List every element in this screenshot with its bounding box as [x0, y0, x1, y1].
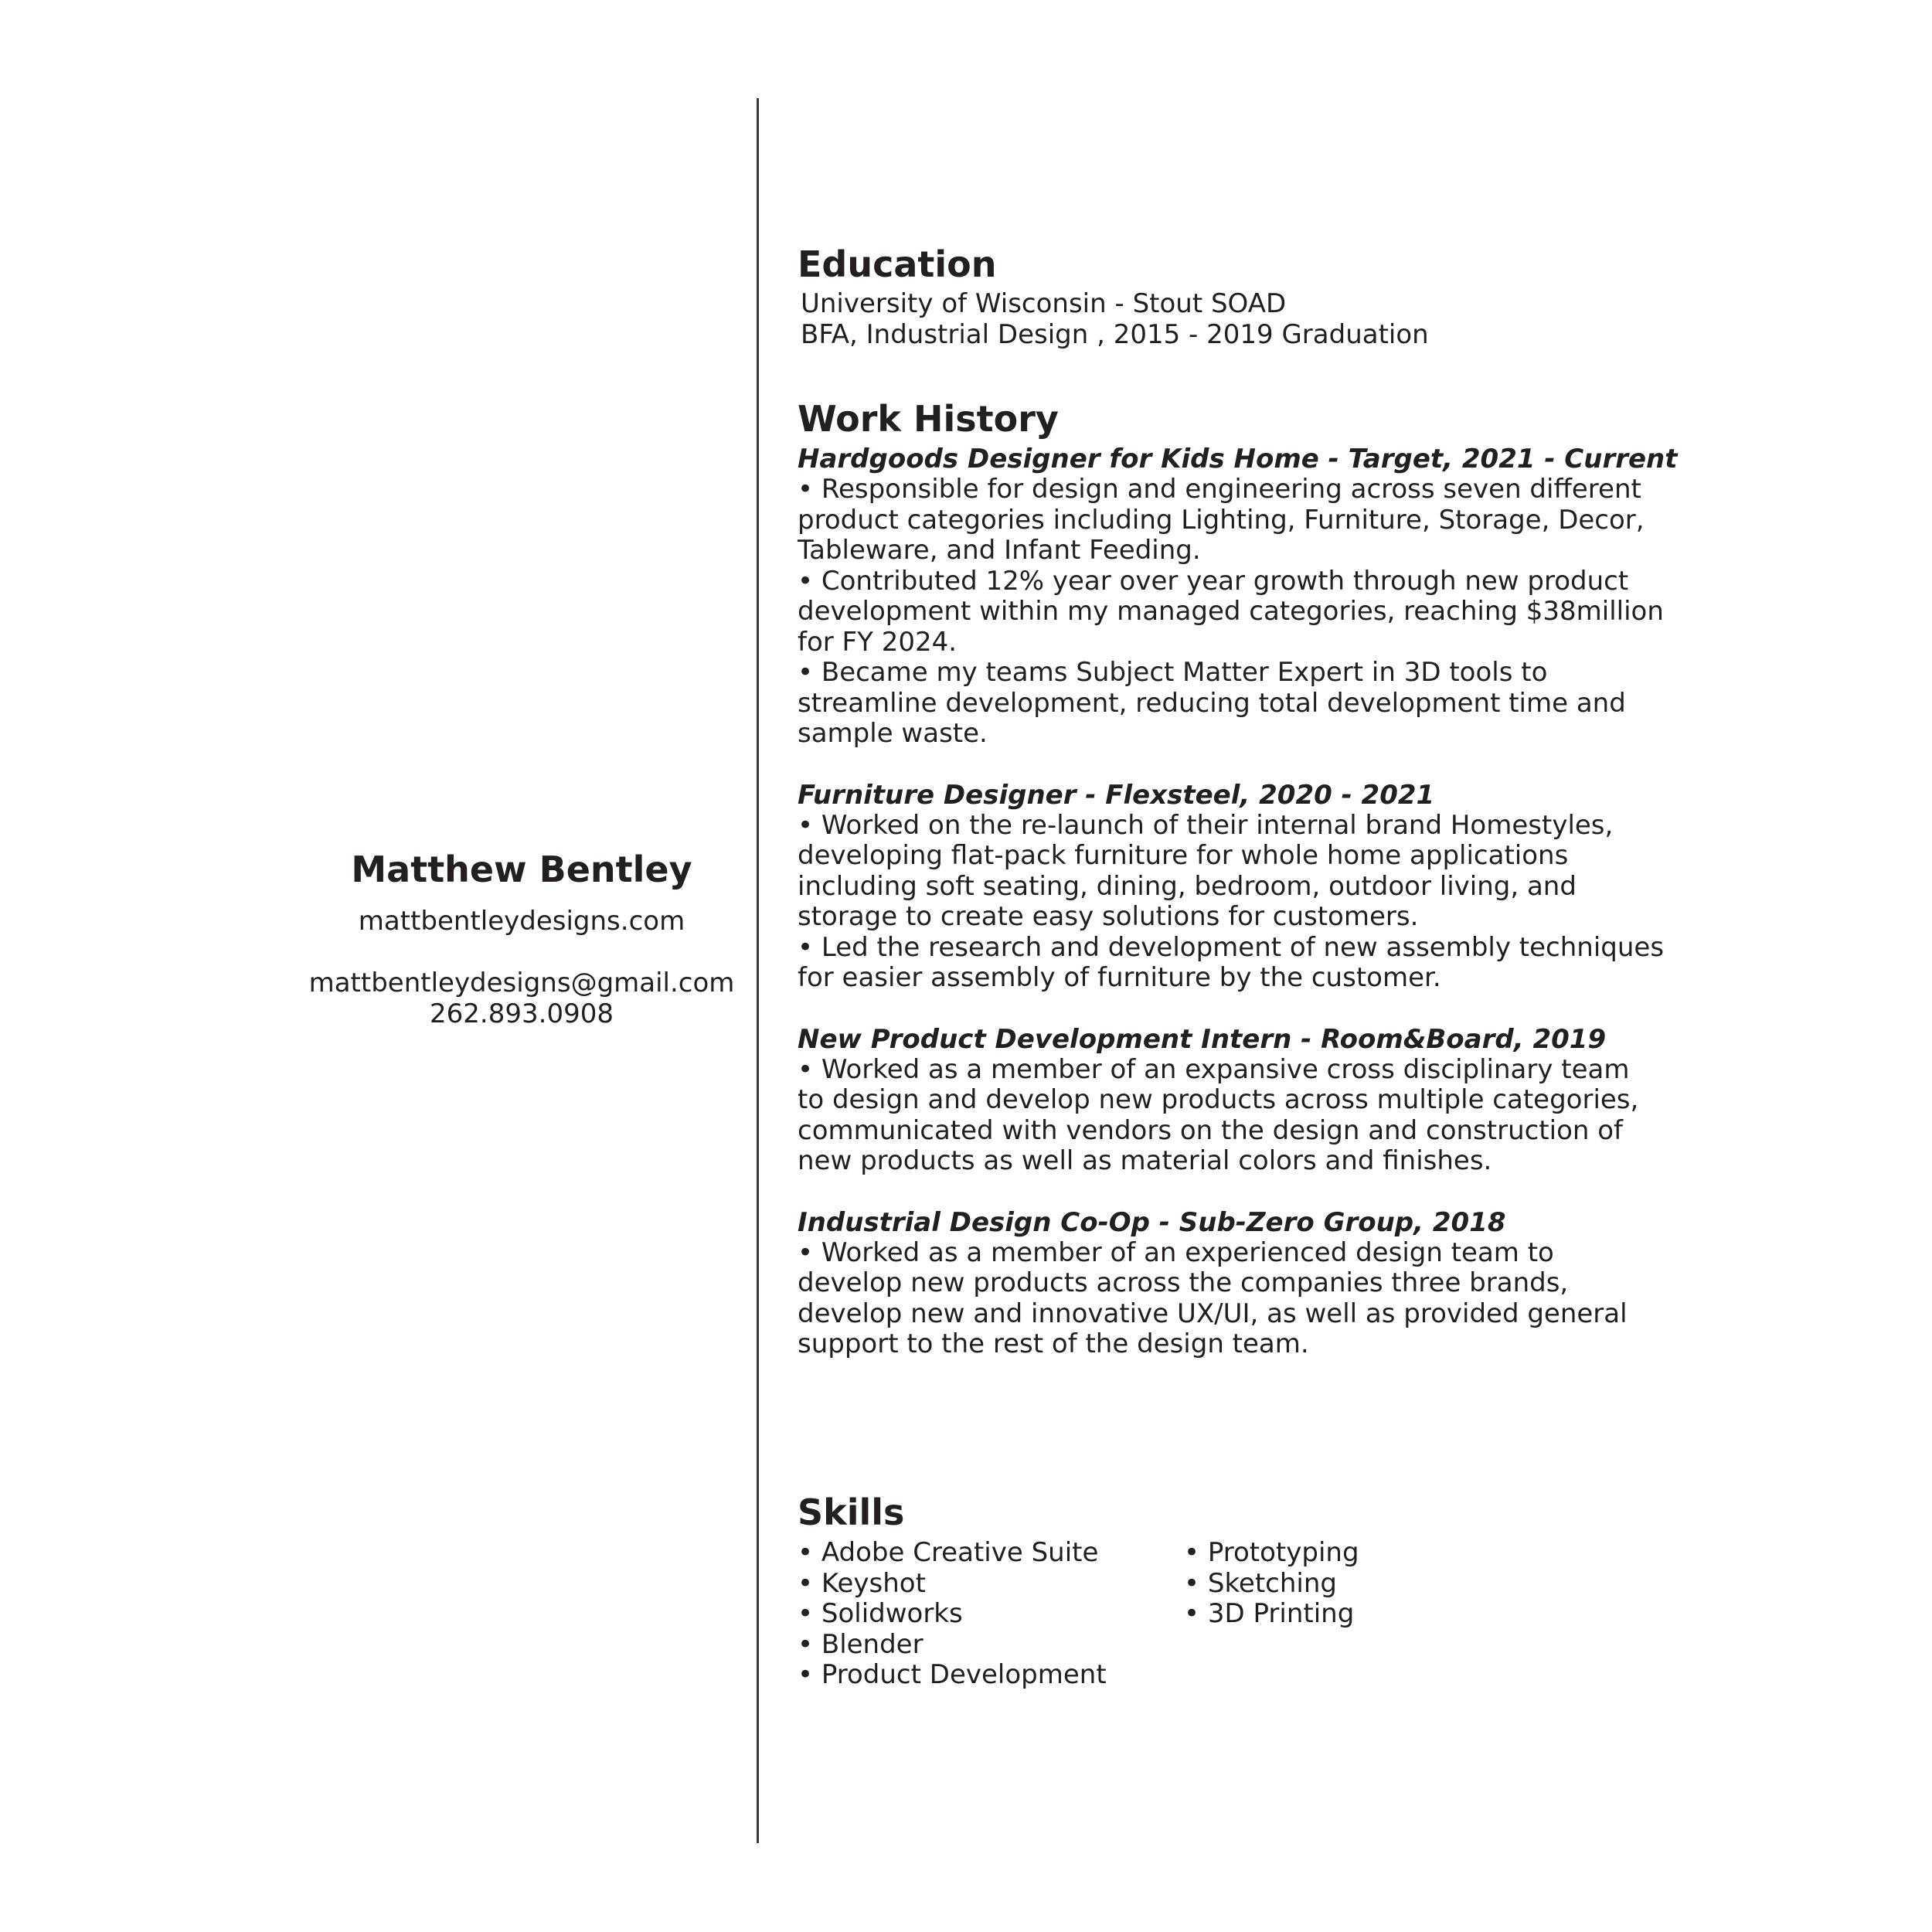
website-link[interactable]: mattbentleydesigns.com: [358, 906, 685, 937]
skill-item: • Prototyping: [1184, 1537, 1359, 1568]
job-title: Industrial Design Co-Op - Sub-Zero Group, 2018: [798, 1206, 1506, 1238]
job-description-line: • Led the research and development of new assembly techniques: [798, 931, 1665, 963]
job-description-line: including soft seating, dining, bedroom, outdoor living, and: [798, 870, 1577, 902]
contact-block: [232, 842, 811, 1029]
job-description-line: communicated with vendors on the design and construction of: [798, 1114, 1624, 1146]
job-entry-roomandboard: [798, 1024, 1694, 1177]
skill-item: • Solidworks: [798, 1598, 963, 1629]
job-description-line: • Contributed 12% year over year growth through new product: [798, 565, 1629, 597]
job-description-line: for FY 2024.: [798, 626, 957, 658]
job-description-line: • Responsible for design and engineering across seven different: [798, 474, 1641, 505]
education-degree: BFA, Industrial Design , 2015 - 2019 Graduation: [801, 318, 1429, 350]
job-title: Furniture Designer - Flexsteel, 2020 - 2021: [798, 779, 1435, 811]
job-description-line: to design and develop new products across multiple categories,: [798, 1084, 1639, 1115]
skill-item: • Keyshot: [798, 1567, 926, 1599]
job-description-line: • Worked as a member of an experienced design team to: [798, 1236, 1554, 1268]
job-title: Hardgoods Designer for Kids Home - Target, 2021 - Current: [798, 444, 1678, 474]
job-description-line: streamline development, reducing total development time and: [798, 687, 1626, 719]
job-description-line: product categories including Lighting, Furniture, Storage, Decor,: [798, 504, 1645, 536]
job-description-line: for easier assembly of furniture by the customer.: [798, 962, 1441, 993]
main-column: [798, 240, 1694, 1360]
skill-item: • Sketching: [1184, 1567, 1337, 1599]
skill-item: • 3D Printing: [1184, 1598, 1355, 1629]
work-history-heading: Work History: [798, 398, 1059, 440]
skills-column-right: [1184, 1538, 1359, 1691]
skill-item: • Blender: [798, 1628, 923, 1660]
person-name: Matthew Bentley: [351, 849, 692, 890]
job-description-line: develop new products across the companies three brands,: [798, 1267, 1569, 1298]
job-description-line: sample waste.: [798, 718, 988, 749]
skill-item: • Adobe Creative Suite: [798, 1537, 1099, 1568]
job-entry-subzero: [798, 1207, 1694, 1360]
job-description-line: storage to create easy solutions for customers.: [798, 901, 1419, 932]
phone-number: 262.893.0908: [430, 998, 614, 1029]
job-title: New Product Development Intern - Room&Board, 2019: [798, 1023, 1607, 1055]
skills-column-left: [798, 1538, 1184, 1691]
job-description-line: developing flat-pack furniture for whole home applications: [798, 840, 1569, 871]
job-description-line: development within my managed categories, reaching $38million: [798, 596, 1664, 627]
job-description-line: • Worked on the re-launch of their internal brand Homestyles,: [798, 809, 1614, 841]
job-entry-target: [798, 444, 1694, 750]
education-details: [798, 289, 1694, 350]
job-description-line: support to the rest of the design team.: [798, 1328, 1309, 1359]
skills-heading: Skills: [798, 1492, 905, 1533]
email-link[interactable]: mattbentleydesigns@gmail.com: [308, 968, 735, 998]
skill-item: • Product Development: [798, 1659, 1107, 1690]
job-entry-flexsteel: [798, 780, 1694, 994]
job-description-line: new products as well as material colors and finishes.: [798, 1145, 1492, 1176]
job-description-line: develop new and innovative UX/UI, as well as provided general: [798, 1298, 1628, 1329]
skills-list: [798, 1538, 1359, 1691]
job-description-line: • Became my teams Subject Matter Expert in 3D tools to: [798, 657, 1548, 688]
job-description-line: Tableware, and Infant Feeding.: [798, 535, 1201, 566]
education-heading: Education: [798, 243, 997, 285]
job-description-line: • Worked as a member of an expansive cross disciplinary team: [798, 1053, 1630, 1085]
education-school: University of Wisconsin - Stout SOAD: [801, 288, 1287, 319]
